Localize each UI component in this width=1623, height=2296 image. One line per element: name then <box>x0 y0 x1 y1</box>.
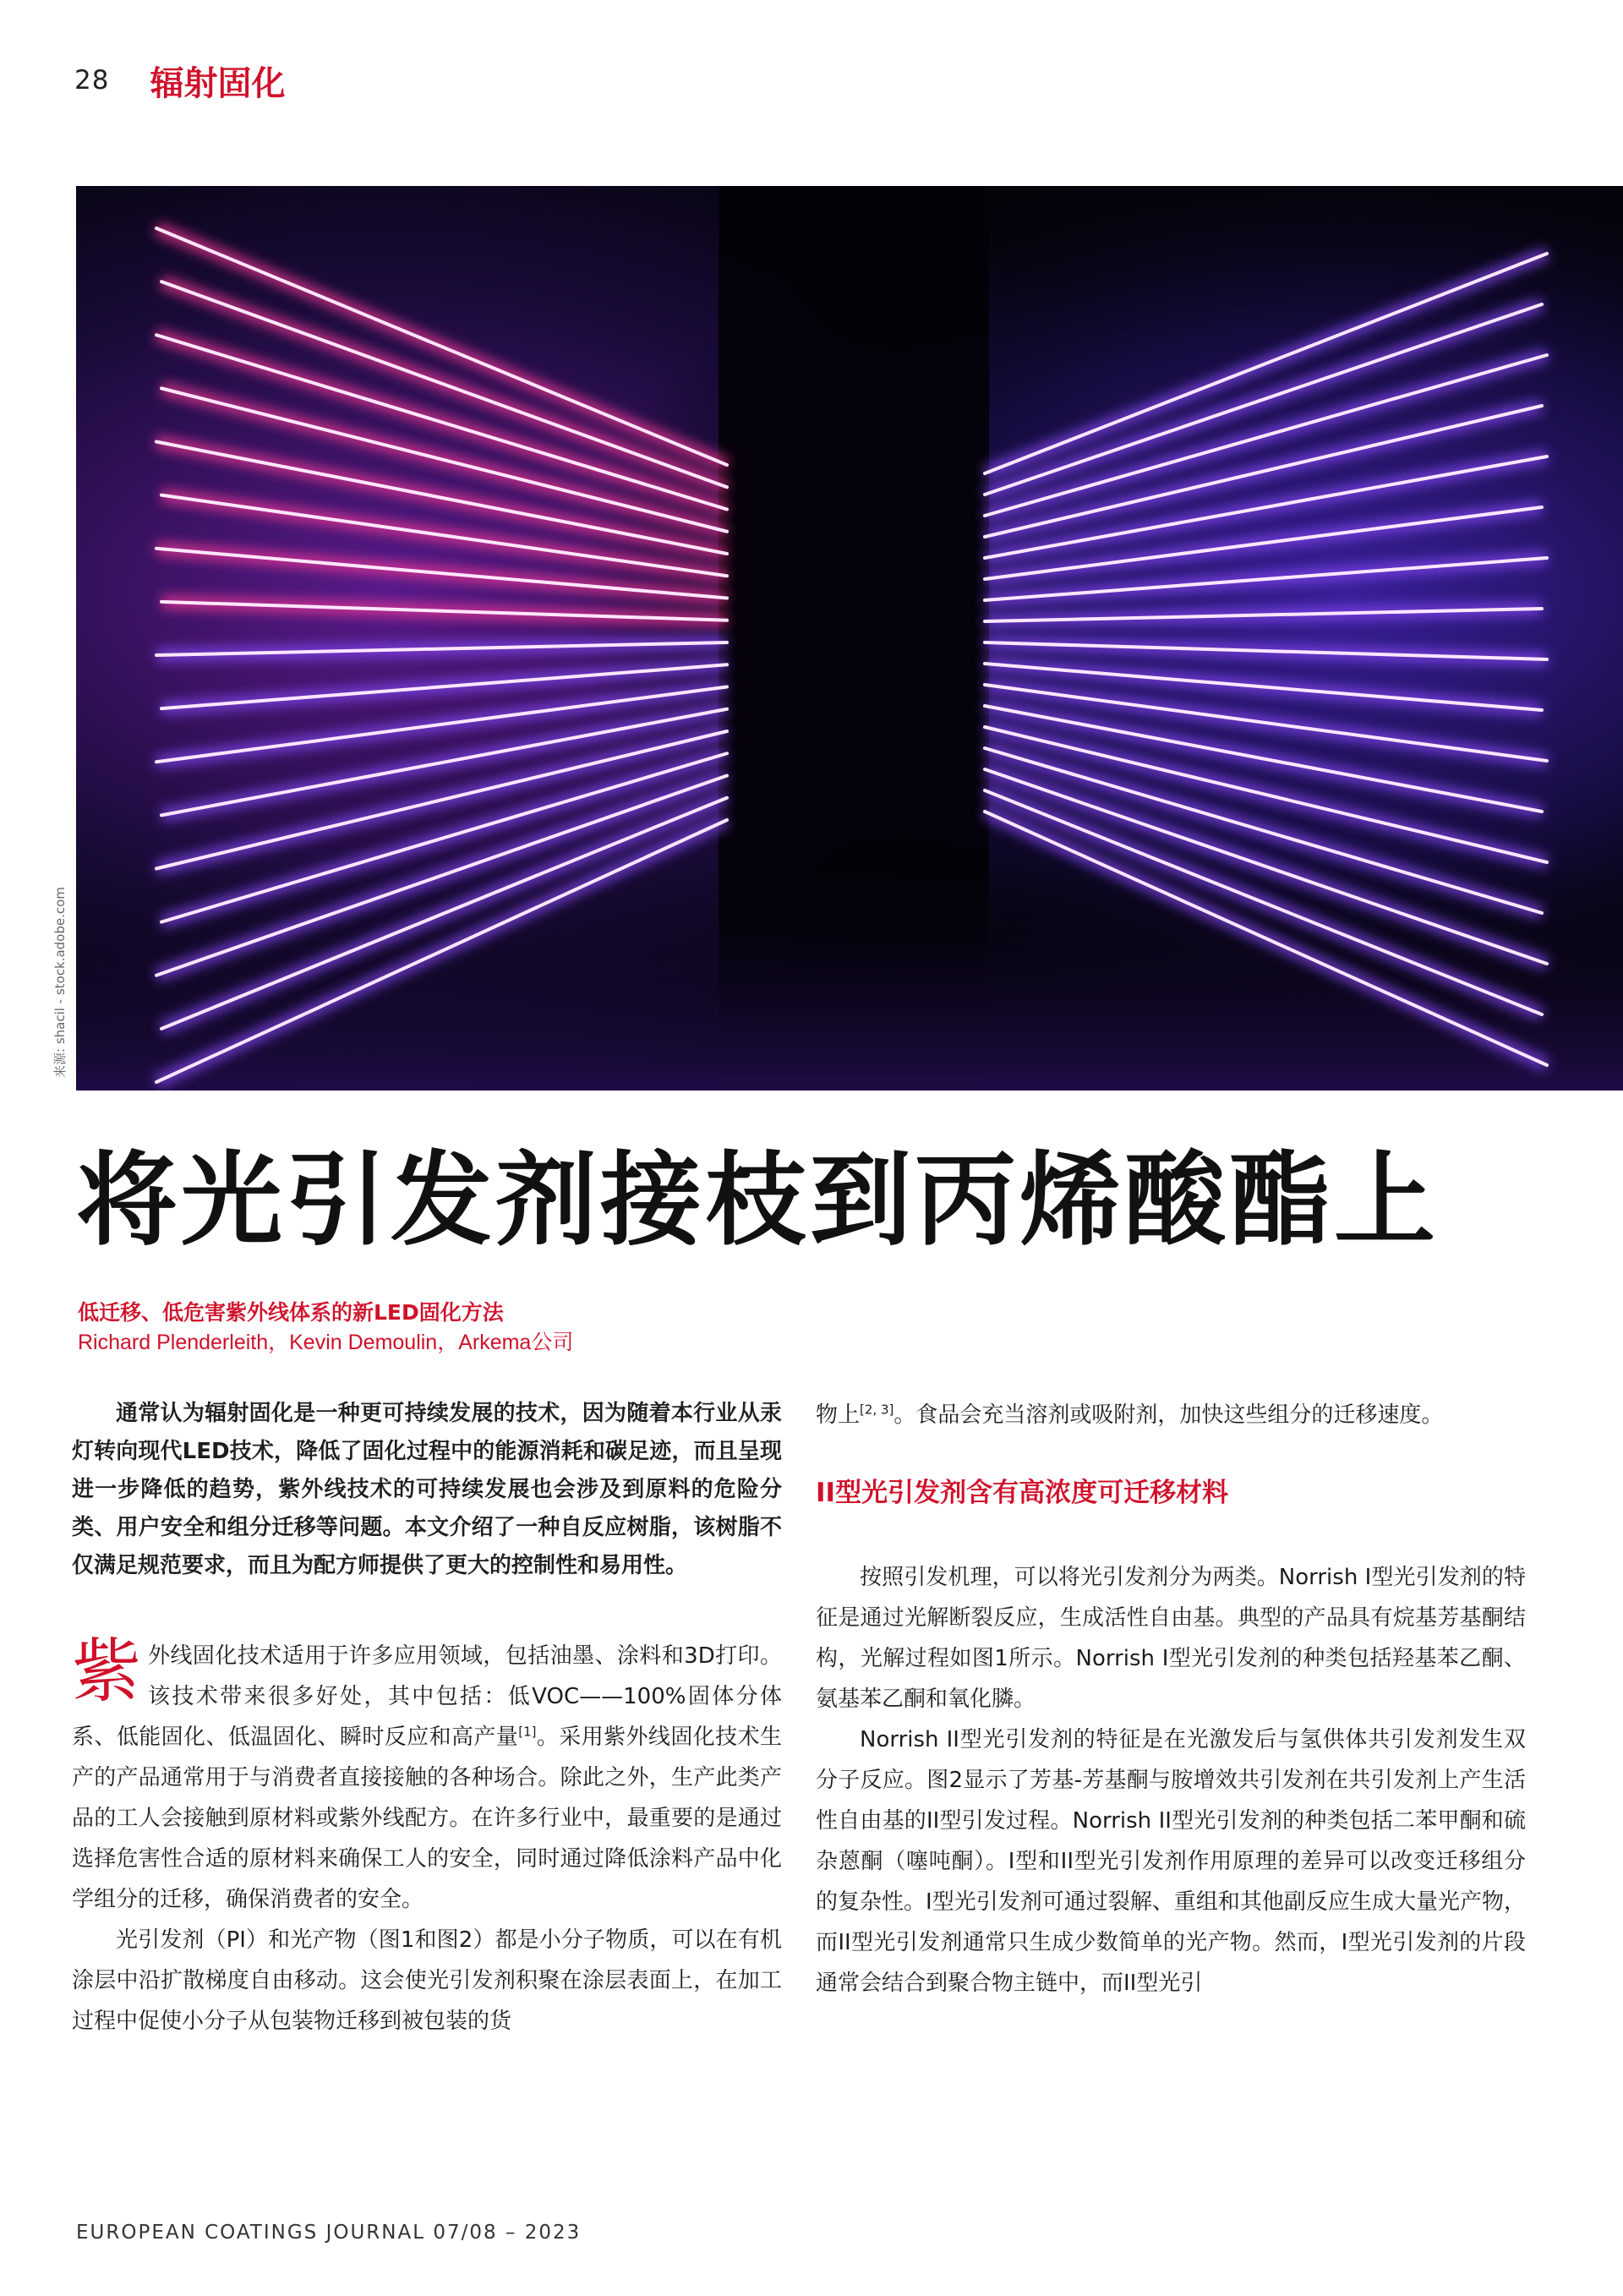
article-authors: Richard Plenderleith，Kevin Demoulin，Arkema公司 <box>78 1331 574 1354</box>
body-paragraph-2: 光引发剂（PI）和光产物（图1和图2）都是小分子物质，可以在有机涂层中沿扩散梯度自由移动。这会使光引发剂积聚在涂层表面上，在加工过程中促使小分子从包装物迁移到被包装的货 <box>72 1927 782 2034</box>
neon-tunnel-illustration <box>76 186 1623 1091</box>
image-credit: 来源: shacil - stock.adobe.com <box>52 887 68 1078</box>
body-paragraph-4: Norrish II型光引发剂的特征是在光激发后与氢供体共引发剂发生双分子反应。图2显示了芳基-芳基酮与胺增效共引发剂在共引发剂上产生活性自由基的II型引发过程。Norrish II型光引发剂的种类包括二苯甲酮和硫杂蒽酮（噻吨酮）。I型和II型光引发剂作用原理的差异可以改变迁移组分的复杂性。I型光引发剂可通过裂解、重组和其他副反应生成大量光产物，而II型光引发剂通常只生成少数简单的光产物。然而，I型光引发剂的片段通常会结合到聚合物主链中，而II型光引 <box>816 1727 1526 1996</box>
page-header <box>74 59 285 101</box>
reference-1: [1] <box>518 1724 537 1740</box>
drop-cap: 紫 <box>72 1632 142 1712</box>
body-paragraph-3: 按照引发机理，可以将光引发剂分为两类。Norrish I型光引发剂的特征是通过光解断裂反应，生成活性自由基。典型的产品具有烷基芳基酮结构，光解过程如图1所示。Norrish I型光引发剂的种类包括羟基苯乙酮、氨基苯乙酮和氧化膦。 <box>816 1565 1526 1712</box>
right-column <box>816 1395 1526 2004</box>
reference-2-3: [2, 3] <box>860 1402 894 1418</box>
section-heading: II型光引发剂含有高浓度可迁移材料 <box>816 1478 1229 1508</box>
p1-tail: 。采用紫外线固化技术生产的产品通常用于与消费者直接接触的各种场合。除此之外，生产此类产品的工人会接触到原材料或紫外线配方。在许多行业中，最重要的是通过选择危害性合适的原材料来确保工人的安全，同时通过降低涂料产品中化学组分的迁移，确保消费者的安全。 <box>72 1725 782 1912</box>
journal-footer: EUROPEAN COATINGS JOURNAL 07/08 – 2023 <box>76 2222 582 2244</box>
page-number: 28 <box>74 65 110 96</box>
p1-text: 外线固化技术适用于许多应用领域，包括油墨、涂料和3D打印。该技术带来很多好处，其中包括：低VOC——100%固体分体系、低能固化、低温固化、瞬时反应和高产量 <box>72 1643 782 1750</box>
lead-paragraph: 通常认为辐射固化是一种更可持续发展的技术，因为随着本行业从汞灯转向现代LED技术，降低了固化过程中的能源消耗和碳足迹，而且呈现进一步降低的趋势，紫外线技术的可持续发展也会涉及到原料的危险分类、用户安全和组分迁移等问题。本文介绍了一种自反应树脂，该树脂不仅满足规范要求，而且为配方师提供了更大的控制性和易用性。 <box>72 1401 782 1578</box>
body-paragraph-2-continued <box>816 1395 1526 1435</box>
article-subtitle: 低迁移、低危害紫外线体系的新LED固化方法 <box>78 1300 504 1325</box>
body-paragraph-1 <box>72 1632 782 1920</box>
p2-cont-tail: 。食品会充当溶剂或吸附剂，加快这些组分的迁移速度。 <box>893 1402 1444 1428</box>
hero-image <box>76 186 1623 1091</box>
p2-cont-head: 物上 <box>816 1402 861 1428</box>
left-column <box>72 1395 782 2042</box>
section-title: 辐射固化 <box>150 63 286 103</box>
article-title: 将光引发剂接枝到丙烯酸酯上 <box>76 1142 1439 1260</box>
